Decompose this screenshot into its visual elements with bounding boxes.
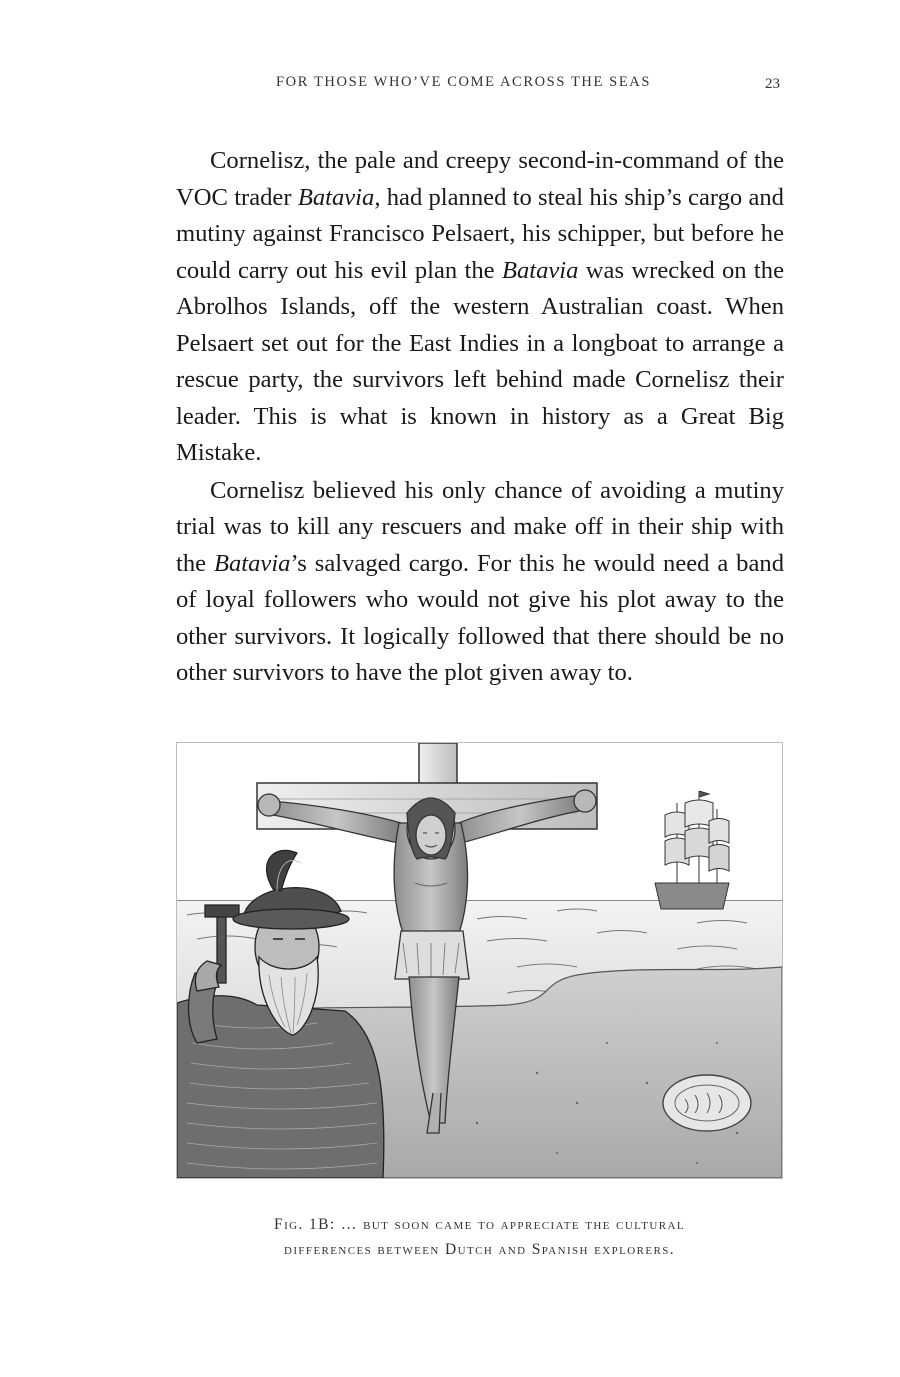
text-run: , had planned to steal his ship’s cargo and mutiny against Francisco Pelsaert, his schipper, but before he could carry out his evil plan the bbox=[176, 183, 784, 284]
running-title: FOR THOSE WHO’VE COME ACROSS THE SEAS bbox=[276, 74, 652, 90]
page-number: 23 bbox=[765, 76, 780, 92]
text-run: was wrecked on the Abrolhos Islands, off the western Australian coast. When Pelsaert set out for the East Indies in a longboat to arrange a rescue party, the survivors left behind made Cornelisz their leader. This is what is known in history as a Great Big Mistake. bbox=[176, 256, 784, 466]
italic-ship-name: Batavia bbox=[501, 256, 579, 284]
italic-ship-name: Batavia bbox=[297, 183, 375, 211]
italic-ship-name: Batavia bbox=[213, 549, 291, 577]
illustration-svg bbox=[177, 743, 782, 1178]
running-head bbox=[0, 74, 900, 96]
text-run: Cornelisz believed his only chance of avoiding a mutiny trial was to kill any rescuers and make off in their ship with the bbox=[176, 476, 784, 577]
figure-illustration bbox=[176, 742, 783, 1179]
caption-line-2: differences between Dutch and Spanish explorers. bbox=[284, 1241, 675, 1258]
caption-line-1: Fig. 1B: … but soon came to appreciate the cultural bbox=[274, 1216, 685, 1233]
text-run: ’s salvaged cargo. For this he would need a band of loyal followers who would not give his plot away to the other survivors. It logically followed that there should be no other survivors to have the plot given away to. bbox=[176, 549, 784, 686]
body-text bbox=[176, 143, 784, 692]
paragraph-2 bbox=[176, 473, 784, 692]
figure-caption bbox=[176, 1212, 783, 1262]
shell-icon bbox=[663, 1075, 751, 1131]
paragraph-1 bbox=[176, 143, 784, 472]
text-run: Cornelisz, the pale and creepy second-in-command of the VOC trader bbox=[176, 147, 784, 211]
